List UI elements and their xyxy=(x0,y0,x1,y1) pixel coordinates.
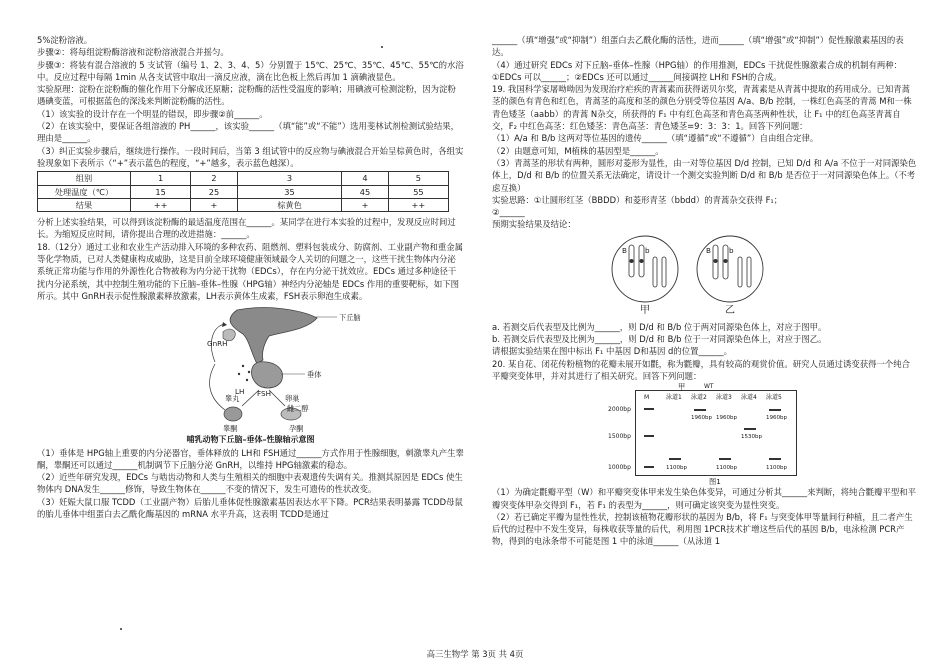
chromosome xyxy=(738,257,742,287)
table-cell: 3 xyxy=(237,172,341,185)
table-cell: 5 xyxy=(388,172,448,185)
left-column xyxy=(37,34,464,520)
paragraph: （2）若已确定平瓣为显性性状，控制该植物花瓣形状的基因为 B/b，将 F₁ 与突变体甲等量间行种植，且二者产生后代的过程中不发生变异，每株收获等量的后代，利用图 1PCR技术扩增这些后代的基因 B/b，电泳检测 PCR产物，得到的电泳条带不可能是图 1 中的泳道______（从泳道 1 xyxy=(492,511,913,547)
table-cell: + xyxy=(191,198,238,211)
cell-figure xyxy=(492,231,917,321)
gel-band xyxy=(644,408,654,410)
label-pituitary: 垂体 xyxy=(307,370,322,380)
centromere xyxy=(724,259,728,263)
table-cell: 棕黄色 xyxy=(237,198,341,211)
page-footer: 高三生物学 第 3页 共 4页 xyxy=(426,649,524,659)
table-cell: ++ xyxy=(131,198,191,211)
label-hypothalamus: 下丘脑 xyxy=(339,313,361,323)
table-cell: 25 xyxy=(191,185,238,198)
paragraph: （1）垂体是 HPG轴上重要的内分泌器官，垂体释放的 LH和 FSH通过______方式作用于性腺细胞，刺激睾丸产生睾酮，睾酮还可以通过______机制调节下丘脑分泌 GnRH，以维持 HPG轴激素的稳态。 xyxy=(37,447,464,470)
label-testis: 睾丸 xyxy=(225,394,240,404)
marker-label: 1000bp xyxy=(608,464,631,472)
feedback-arrow xyxy=(210,364,225,410)
paragraph: 实验原理：淀粉在淀粉酶的催化作用下分解成还原糖；淀粉酶的活性受温度的影响；用碘液可检测淀粉，因为淀粉遇碘变蓝，可根据蓝色的深浅来判断淀粉酶的活性。 xyxy=(37,84,456,107)
label-ovary: 卵巢 xyxy=(285,394,300,404)
lane-label: M xyxy=(644,394,650,402)
table-cell: + xyxy=(342,198,389,211)
figure-caption: 哺乳动物下丘脑–垂体–性腺轴示意图 xyxy=(186,435,315,445)
pituitary-shape xyxy=(252,362,283,388)
paragraph: （1）为确定氍瓣平型（W）和平瓣突变体甲来发生染色体变异，可通过分析其______来判断，将纯合氍瓣平型和平瓣突变体甲杂交得到 F₁，若 F₁ 的表型为______，则可确定该突变为显性突变。 xyxy=(492,487,916,510)
paragraph: （3）妊娠大鼠口服 TCDD（工业副产物）后胎儿垂体促性腺激素基因表达水平下降。PCR结果表明暴露 TCDD母鼠的胎儿垂体中组蛋白去乙酰化酶基因的 mRNA 水平升高，这表明 TCDD是通过 xyxy=(37,496,463,520)
label-fsh: FSH xyxy=(257,389,271,399)
paragraph: 请根据实验结果在图中标出 F₁ 中基因 D和基因 d的位置______。 xyxy=(492,346,732,357)
table-row xyxy=(38,198,449,211)
table-row xyxy=(38,172,449,185)
paragraph: 19. 我国科学家屠呦呦因为发现治疗疟疾的青蒿素而获得诺贝尔奖，青蒿素是从青蒿中提取的药用成分。已知青蒿茎的颜色有青色和红色，青蒿茎的高度和茎的颜色分别受等位基因 A/a、B/b 控制，一株红色高茎的青蒿 M和一株青色矮茎（aabb）的青蒿 N杂交，所获得的 F₁ 中有红色高茎和青色高茎两种性状，让 F₁ 中的红色高茎青蒿自交，F₂ 中红色高茎：红色矮茎：青色高茎：青色矮茎=9：3：3：1。回答下列问题： xyxy=(492,84,912,132)
paragraph: （2）由题意可知，M植株的基因型是______。 xyxy=(492,145,664,156)
right-column xyxy=(492,34,917,548)
marker-label: 1500bp xyxy=(608,433,631,441)
table-cell: 35 xyxy=(237,185,341,198)
band-label: 1960bp xyxy=(716,415,737,422)
lane-label: 泳道5 xyxy=(766,394,782,402)
gel-caption: 图1 xyxy=(709,477,721,487)
table-cell: 45 xyxy=(342,185,389,198)
gel-band xyxy=(644,435,654,437)
paragraph: 步骤②：将每组淀粉酶溶液和淀粉溶液混合并摇匀。 xyxy=(37,47,229,58)
paragraph: （1）该实验的设计存在一个明显的错误，即步骤②前______。 xyxy=(37,108,268,119)
gel-label-jia: 甲 xyxy=(678,382,686,392)
arrow-line xyxy=(269,390,285,406)
table-cell: 55 xyxy=(388,185,448,198)
gel-figure xyxy=(492,382,917,486)
hormone-dot xyxy=(238,373,240,375)
allele-label-B: B xyxy=(622,245,627,255)
paragraph: ②______ xyxy=(492,207,525,218)
centromere xyxy=(630,259,634,263)
scan-dot xyxy=(120,628,122,630)
paragraph: 分析上述实验结果，可以得到该淀粉酶的最适温度范围在______。某同学在进行本实验的过程中，发现反应时间过长。为缩短反应时间，请你提出合理的改进措施：______。 xyxy=(37,217,456,240)
paragraph: a. 若测交后代表型及比例为______，则 D/d 和 B/b 位于两对同源染色体上，对应于图甲。 xyxy=(492,321,827,332)
results-table xyxy=(37,171,449,212)
band-label: 1100bp xyxy=(716,465,737,472)
band-label: 1960bp xyxy=(766,415,787,422)
gel-band xyxy=(644,466,654,468)
paragraph: （2）近些年研究发现，EDCs 与啮齿动物和人类与生殖相关的细胞中表观遗传失调有关。推测其原因是 EDCs 使生物体内 DNA发生______修饰，导致生物体在______不变的情况下，发生可遗传的性状改变。 xyxy=(37,472,463,495)
marker-label: 2000bp xyxy=(608,406,631,414)
table-cell: ++ xyxy=(388,198,448,211)
paragraph: （3）纠正实验步骤后，继续进行操作。一段时间后，当第 3 组试管中的反应物与碘液混合开始呈棕黄色时，各组实验现象如下表所示（“+”表示蓝色的程度，“+”越多，表示蓝色越深）。 xyxy=(37,145,464,168)
allele-label-b: b xyxy=(645,245,650,255)
hpg-axis-figure xyxy=(37,302,464,434)
gel-label-wt: WT xyxy=(704,383,714,391)
gel-band xyxy=(719,458,731,460)
figure-label-yi: 乙 xyxy=(725,304,735,316)
label-estradiol: 雌二醇 xyxy=(287,404,309,414)
table-cell: 组别 xyxy=(38,172,131,185)
arrow-head xyxy=(222,322,227,327)
allele-label-B: B xyxy=(706,245,711,255)
lane-label: 泳道4 xyxy=(741,394,757,402)
table-row xyxy=(38,185,449,198)
label-progesterone: 孕酮 xyxy=(289,424,304,434)
hormone-dot xyxy=(242,365,244,367)
paragraph: 步骤③：将装有混合溶液的 5 支试管（编号 1、2、3、4、5）分别置于 15℃、25℃、35℃、45℃、55℃的水浴中。反应过程中每隔 1min 从各支试管中取出一滴反应液，滴在比色板上然后再加 1 滴碘液显色。 xyxy=(37,59,464,82)
label-gnrh: GnRH xyxy=(207,339,228,349)
table-cell: 1 xyxy=(131,172,191,185)
centromere xyxy=(714,259,718,263)
hypothalamus-shape xyxy=(230,308,317,364)
hpg-diagram xyxy=(37,302,464,434)
figure-label-jia: 甲 xyxy=(640,304,650,316)
lane-label: 泳道3 xyxy=(716,394,732,402)
label-lh: LH xyxy=(235,387,245,397)
paragraph: 实验思路：①让圆形红茎（BBDD）和菱形青茎（bbdd）的青蒿杂交获得 F₁； xyxy=(492,194,783,205)
table-cell: 4 xyxy=(342,172,389,185)
table-cell: 处理温度（℃） xyxy=(38,185,131,198)
lane-label: 泳道1 xyxy=(666,394,682,402)
label-testosterone: 睾酮 xyxy=(223,424,238,434)
paragraph: （1）A/a 和 B/b 这两对等位基因的遗传______（填“遵循”或“不遵循”）自由组合定律。 xyxy=(492,133,819,144)
gel-band xyxy=(694,409,706,411)
cell-diagram xyxy=(492,231,917,321)
paragraph: 5%淀粉溶液。 xyxy=(37,35,93,45)
gel-band xyxy=(669,458,681,460)
band-label: 1530bp xyxy=(741,434,762,441)
hormone-dot xyxy=(246,379,248,381)
table-cell: 15 xyxy=(131,185,191,198)
band-label: 1100bp xyxy=(766,465,787,472)
gel-band xyxy=(769,409,781,411)
paragraph: 预期实验结果及结论： xyxy=(492,219,576,230)
paragraph: （2）在该实验中，要保证各组溶液的 PH______，该实验______（填“能”或“不能”）选用斐林试剂检测试验结果，理由是______。 xyxy=(37,121,459,144)
band-label: 1100bp xyxy=(666,465,687,472)
lane-label: 泳道2 xyxy=(691,394,707,402)
chromosome xyxy=(747,257,751,287)
chromosome xyxy=(662,257,666,287)
allele-label-b: b xyxy=(729,245,734,255)
gel-band xyxy=(769,458,781,460)
chromosome xyxy=(653,257,657,287)
paragraph: 20. 某自花、闭花传粉植物的花瓣未展开如氍，称为氍瓣，具有较高的观赏价值。研究人员通过诱变获得一个纯合平瓣突变体甲，并对其进行了相关研究。回答下列问题： xyxy=(492,358,910,381)
paragraph: ______（填“增强”或“抑制”）组蛋白去乙酰化酶的活性，进而______（填“增强”或“抑制”）促性腺激素基因的表达。 xyxy=(492,35,904,58)
table-cell: 结果 xyxy=(38,198,131,211)
paragraph: （4）通过研究 EDCs 对下丘脑–垂体–性腺（HPG轴）的作用推测，EDCs 干扰促性腺激素合成的机制有两种：①EDCs 可以______；②EDCs 还可以通过______间接调控 LH和 FSH的合成。 xyxy=(492,59,903,82)
table-cell: 2 xyxy=(191,172,238,185)
testis-shape xyxy=(224,407,242,421)
band-label: 1960bp xyxy=(691,415,712,422)
gel-band xyxy=(744,428,756,430)
hormone-dot xyxy=(248,371,250,373)
paragraph: 18.（12分）通过工业和农业生产活动排入环境的多种农药、阻燃剂、塑料包装成分、防腐剂、工业副产物和重金属等化学物质，已对人类健康构成威胁，这是目前全球环境健康领域最令人关切的问题之一，这些干扰生物体内分泌系统正常功能与作用的外源性化合物被称为内分泌干扰物（EDCs），存在内分泌干扰效应。EDCs 通过多种途径干扰内分泌系统，其中控制生殖功能的下丘脑–垂体–性腺（HPG轴）神经内分泌轴是 EDCs 作用的重要靶标，如下图所示。其中 GnRH表示促性腺激素释放激素，LH表示黄体生成素，FSH表示卵泡生成素。 xyxy=(37,241,463,301)
paragraph: （3）青蒿茎的形状有两种，圆形对菱形为显性，由一对等位基因 D/d 控制，已知 D/d 和 A/a 不位于一对同源染色体上，D/d 和 B/b 的位置关系无法确定，请设计一个测交实验判断 D/d 和 B/b 是否位于一对同源染色体上。（不考虑互换） xyxy=(492,157,917,193)
centromere xyxy=(640,259,644,263)
paragraph: b. 若测交后代表型及比例为______，则 D/d 和 B/b 位于一对同源染色体上，对应于图乙。 xyxy=(492,334,827,345)
